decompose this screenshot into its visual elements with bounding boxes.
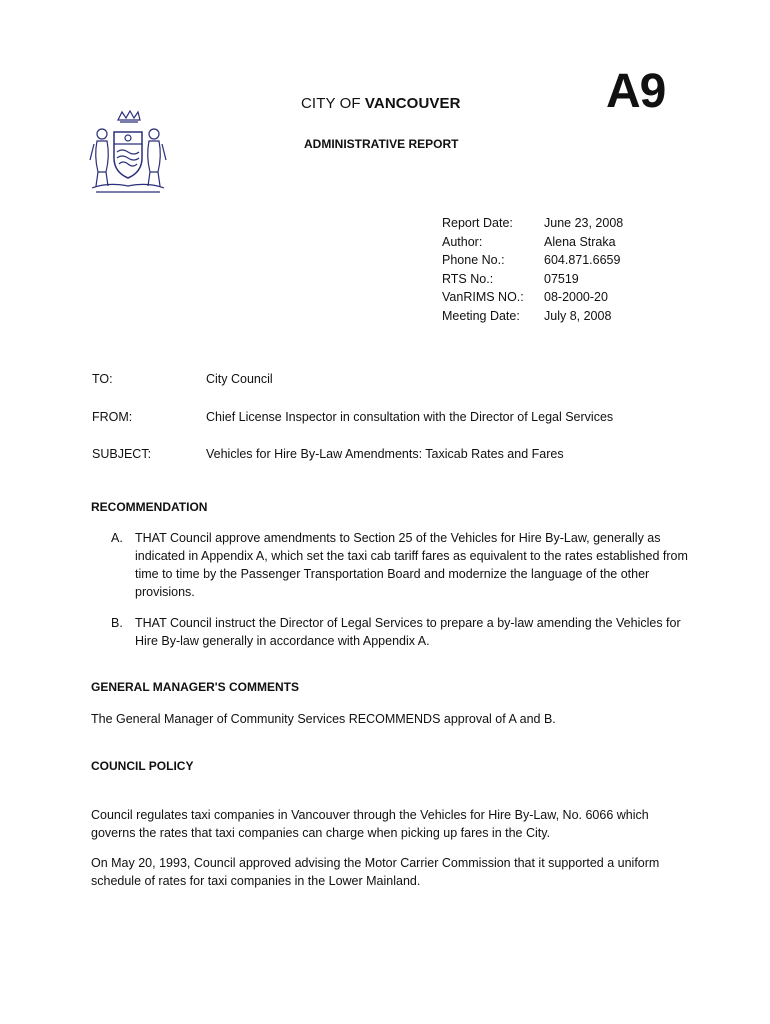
report-metadata xyxy=(442,214,623,326)
subject-value: Vehicles for Hire By-Law Amendments: Taxicab Rates and Fares xyxy=(206,447,564,461)
recommendation-text: THAT Council approve amendments to Section 25 of the Vehicles for Hire By-Law, generally as indicated in Appendix A, which set the taxi cab tariff fares as equivalent to the rates established from time to time by the Passenger Transportation Board and modernize the language of the other provisions. xyxy=(135,531,688,599)
meta-row xyxy=(442,307,623,326)
meta-value: June 23, 2008 xyxy=(544,216,624,230)
meta-value: 604.871.6659 xyxy=(544,253,621,268)
meta-value: July 8, 2008 xyxy=(544,308,612,323)
city-name: VANCOUVER xyxy=(364,95,461,112)
council-policy-heading: COUNCIL POLICY xyxy=(91,759,194,773)
from-value: Chief License Inspector in consultation with the Director of Legal Services xyxy=(206,410,614,424)
gm-comments-heading: GENERAL MANAGER'S COMMENTS xyxy=(91,680,299,694)
meta-row xyxy=(442,251,623,270)
city-title xyxy=(301,95,461,112)
from-line xyxy=(92,410,613,424)
to-value: City Council xyxy=(206,372,273,386)
meta-label: Phone No.: xyxy=(442,253,505,268)
meta-label: Meeting Date: xyxy=(442,308,520,323)
meta-label: RTS No.: xyxy=(442,271,494,286)
gm-comments-text: The General Manager of Community Services RECOMMENDS approval of A and B. xyxy=(91,712,556,726)
recommendation-text: THAT Council instruct the Director of Legal Services to prepare a by-law amending the Vehicles for Hire By-law generally in accordance with Appendix A. xyxy=(135,616,681,648)
recommendation-letter: A. xyxy=(111,531,123,545)
subject-label: SUBJECT: xyxy=(92,447,152,461)
council-policy-paragraph: On May 20, 1993, Council approved advising the Motor Carrier Commission that it supported a uniform schedule of rates for taxi companies in the Lower Mainland. xyxy=(91,856,660,888)
meta-row xyxy=(442,214,623,233)
to-line xyxy=(92,372,273,386)
subject-line xyxy=(92,447,564,461)
recommendation-item xyxy=(111,614,691,650)
recommendation-heading: RECOMMENDATION xyxy=(91,500,208,514)
meta-value: 08-2000-20 xyxy=(544,290,608,305)
city-crest-icon xyxy=(88,108,168,196)
recommendation-letter: B. xyxy=(111,616,123,630)
report-type: ADMINISTRATIVE REPORT xyxy=(304,137,459,151)
meta-row xyxy=(442,233,623,252)
meta-label: Report Date: xyxy=(442,216,513,230)
meta-label: VanRIMS NO.: xyxy=(442,290,524,305)
council-policy-paragraph: Council regulates taxi companies in Vancouver through the Vehicles for Hire By-Law, No. 6066 which governs the rates that taxi companies can charge when picking up fares in the City. xyxy=(91,808,649,840)
meta-row xyxy=(442,288,623,307)
report-id: A9 xyxy=(606,65,666,118)
from-label: FROM: xyxy=(92,410,133,424)
meta-value: Alena Straka xyxy=(544,234,616,249)
meta-label: Author: xyxy=(442,234,483,249)
to-label: TO: xyxy=(92,372,113,386)
recommendation-item xyxy=(111,529,691,601)
city-prefix: CITY OF xyxy=(301,95,361,112)
meta-value: 07519 xyxy=(544,271,579,286)
meta-row xyxy=(442,270,623,289)
